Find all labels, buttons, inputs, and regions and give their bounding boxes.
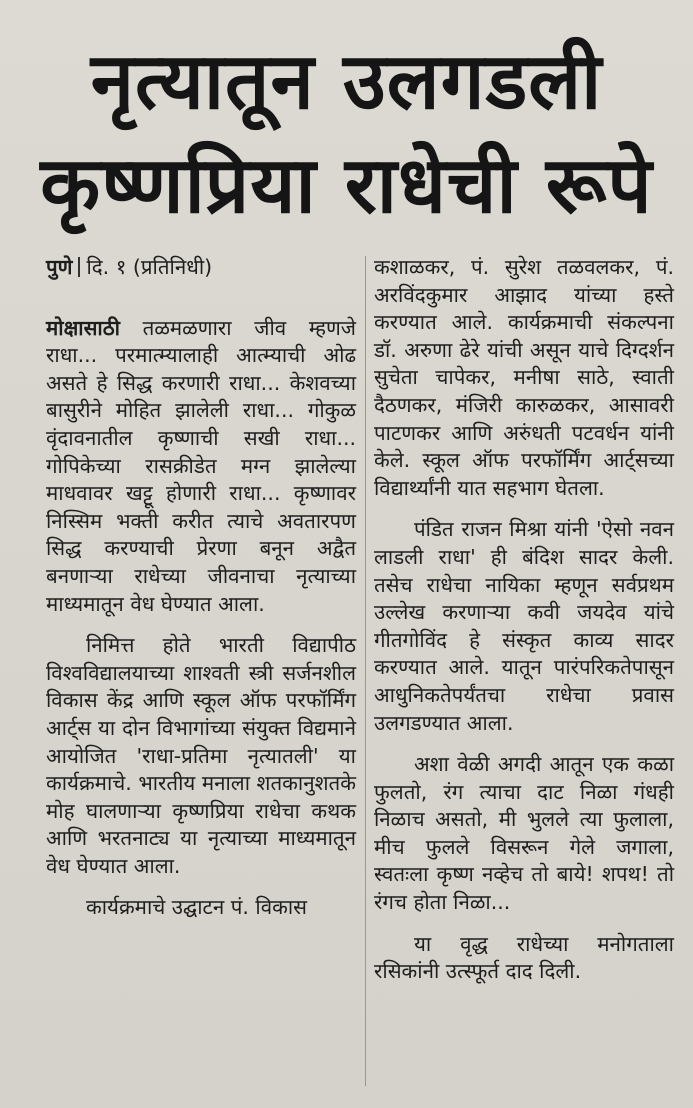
paragraph-1-text: तळमळणारा जीव म्हणजे राधा... परमात्म्यालाही आत्म्याची ओढ असते हे सिद्ध करणारी राधा... केशवच्या बासुरीने मोहित झालेली राधा... गोकुळ वृंदावनातील कृष्णाची सखी राधा... गोपिकेच्या रासक्रीडेत मग्न झालेल्या माधवावर खट्टू होणारी राधा... कृष्णावर निस्सिम भक्ती करीत त्याचे अवतारपण सिद्ध करण्याची प्रेरणा बनून अद्वैत बनणाऱ्या राधेच्या जीवनाचा नृत्याच्या माध्यमातून वेध घेण्यात आला. xyxy=(46,315,356,616)
lead-word: मोक्षासाठी xyxy=(46,315,120,340)
dateline-separator xyxy=(78,257,80,277)
column-divider xyxy=(365,256,366,1086)
article-paragraph-6: अशा वेळी अगदी आतून एक कळा फुलतो, रंग त्याचा दाट निळा गंधही निळाच असतो, मी भुलले त्या फुलाला, मीच फुलले विसरून गेले जगाला, स्वतःला कृष्ण नव्हेच तो बाये! शपथ! तो रंगच होता निळा... xyxy=(374,752,674,915)
article-paragraph-2: निमित्त होते भारती विद्यापीठ विश्वविद्यालयाच्या शाश्वती स्त्री सर्जनशील विकास केंद्र आणि स्कूल ऑफ परफॉर्मिंग आर्ट्स या दोन विभागांच्या संयुक्त विद्यमाने आयोजित 'राधा-प्रतिमा नृत्यातली' या कार्यक्रमाचे. भारतीय मनाला शतकानुशतके मोह घालणाऱ्या कृष्णप्रिया राधेचा कथक आणि भरतनाट्य या नृत्याच्या माध्यमातून वेध घेण्यात आला. xyxy=(46,633,356,878)
dateline-rest: दि. १ (प्रतिनिधी) xyxy=(86,255,213,279)
headline xyxy=(0,30,693,238)
dateline-place: पुणे xyxy=(46,255,73,279)
left-column xyxy=(46,254,356,936)
article-paragraph-1 xyxy=(46,315,356,619)
headline-line-2: कृष्णप्रिया राधेची रूपे xyxy=(40,141,653,231)
article-paragraph-7: या वृद्ध राधेच्या मनोगताला रसिकांनी उत्स्फूर्त दाद दिली. xyxy=(374,931,674,984)
article-paragraph-3: कार्यक्रमाचे उद्घाटन पं. विकास xyxy=(86,895,308,920)
right-column xyxy=(374,254,674,1000)
article-paragraph-5: पंडित राजन मिश्रा यांनी 'ऐसो नवन लाडली राधा' ही बंदिश सादर केली. तसेच राधेचा नायिका म्हणून सर्वप्रथम उल्लेख करणाऱ्या कवी जयदेव यांचे गीतगोविंद हे संस्कृत काव्य सादर करण्यात आले. यातून पारंपरिकतेपासून आधुनिकतेपर्यंतचा राधेचा प्रवास उलगडण्यात आला. xyxy=(374,517,674,735)
article-paragraph-4: कशाळकर, पं. सुरेश तळवलकर, पं. अरविंदकुमार आझाद यांच्या हस्ते करण्यात आले. कार्यक्रमाची संकल्पना डॉ. अरुणा ढेरे यांची असून याचे दिग्दर्शन सुचेता चापेकर, मनीषा साठे, स्वाती दैठणकर, मंजिरी कारुळकर, आसावरी पाटणकर आणि अरुंधती पटवर्धन यांनी केले. स्कूल ऑफ परफॉर्मिंग आर्ट्सच्या विद्यार्थ्यांनी यात सहभाग घेतला. xyxy=(374,255,674,500)
dateline xyxy=(46,254,356,282)
headline-line-1: नृत्यातून उलगडली xyxy=(90,37,603,127)
